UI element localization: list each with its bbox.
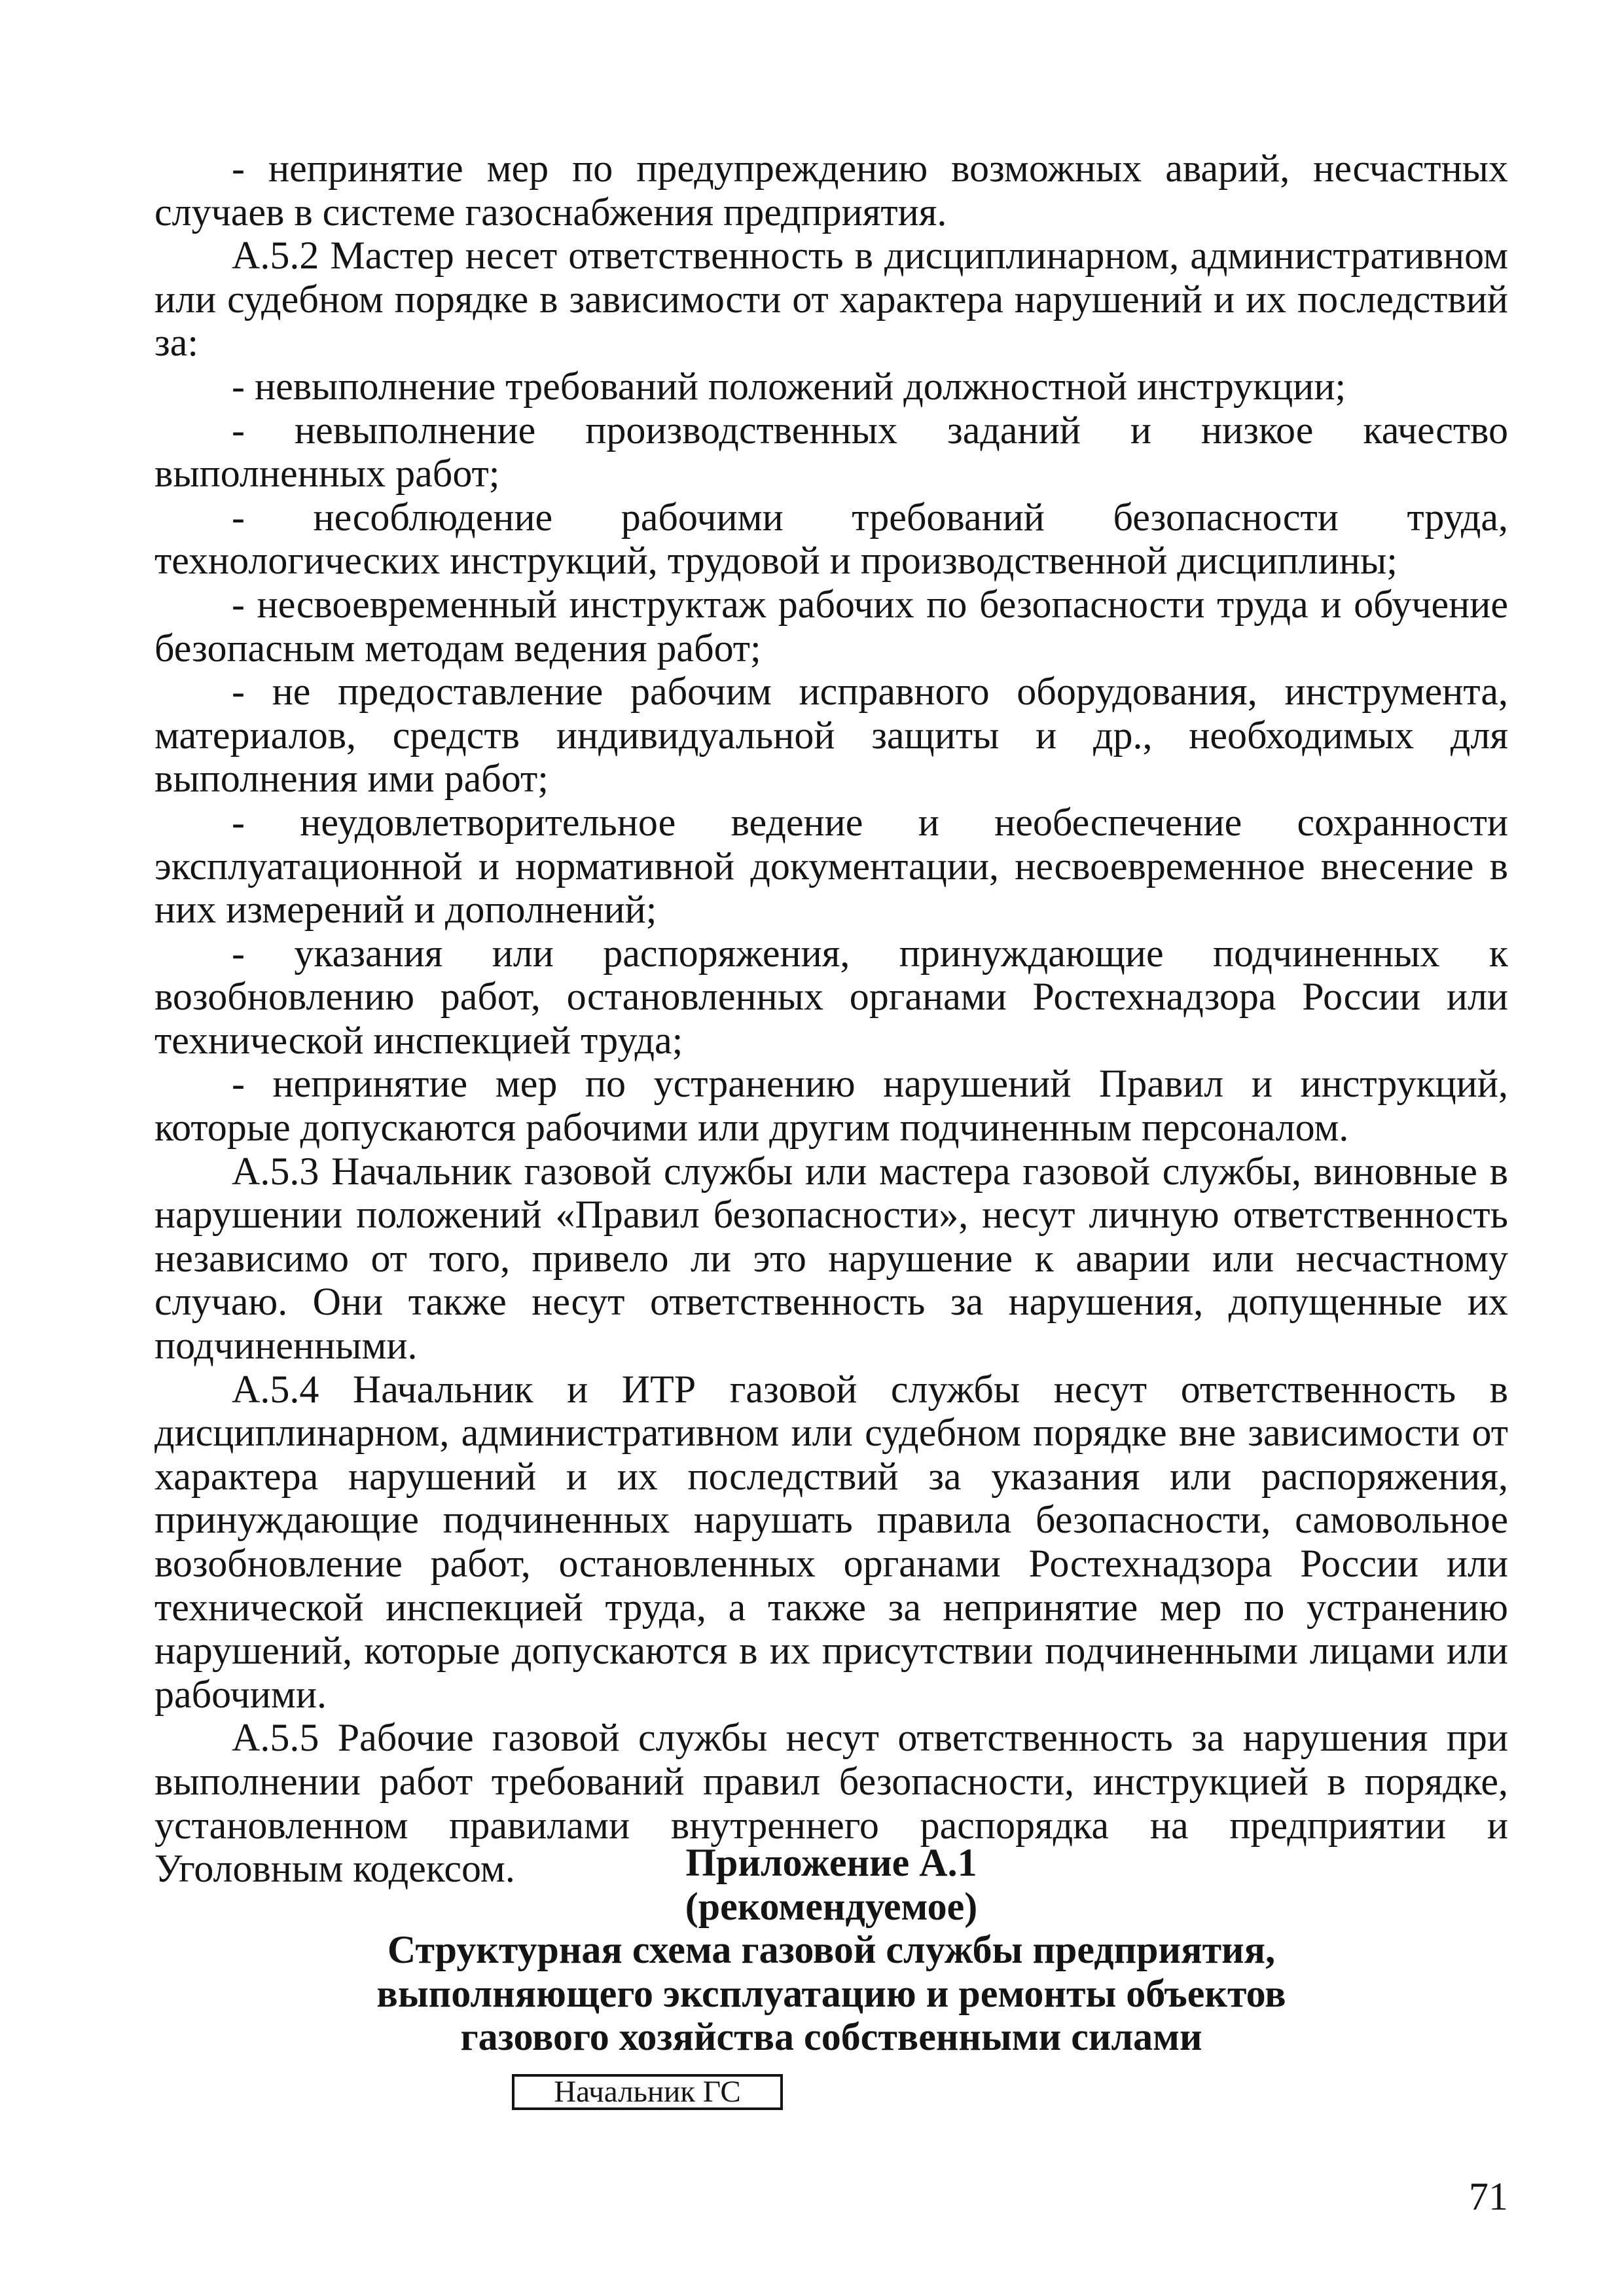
appendix-heading-line: газового хозяйства собственными силами (460, 2015, 1202, 2059)
page-number: 71 (1469, 2175, 1508, 2218)
appendix-subtitle: (рекомендуемое) (685, 1884, 978, 1928)
paragraph: А.5.5 Рабочие газовой службы несут ответственность за нарушения при выполнении работ требований правил безопасности, инструкцией в порядке, установленном правилами внутреннего распорядка на предприятии и Уголовным кодексом. (154, 1716, 1508, 1891)
appendix-heading (154, 1841, 1508, 2059)
paragraph: - невыполнение производственных заданий и низкое качество выполненных работ; (154, 408, 1508, 496)
paragraph: - несвоевременный инструктаж рабочих по безопасности труда и обучение безопасным методам ведения работ; (154, 582, 1508, 670)
appendix-title: Приложение А.1 (685, 1841, 977, 1884)
paragraph: - указания или распоряжения, принуждающие подчиненных к возобновлению работ, остановленных органами Ростехнадзора России или технической инспекцией труда; (154, 931, 1508, 1062)
paragraph: - невыполнение требований положений должностной инструкции; (232, 364, 1346, 408)
org-chart-top-box: Начальник ГС (512, 2074, 783, 2110)
appendix-heading-line: выполняющего эксплуатацию и ремонты объектов (376, 1971, 1286, 2015)
paragraph: А.5.3 Начальник газовой службы или мастера газовой службы, виновные в нарушении положений «Правил безопасности», несут личную ответственность независимо от того, привело ли это нарушение к аварии или несчастному случаю. Они также несут ответственность за нарушения, допущенные их подчиненными. (154, 1149, 1508, 1368)
document-body (154, 147, 1508, 1891)
appendix-heading-line: Структурная схема газовой службы предприятия, (387, 1928, 1276, 1972)
paragraph: А.5.4 Начальник и ИТР газовой службы несут ответственность в дисциплинарном, административном или судебном порядке вне зависимости от характера нарушений и их последствий за указания или распоряжения, принуждающие подчиненных нарушать правила безопасности, самовольное возобновление работ, остановленных органами Ростехнадзора России или технической инспекцией труда, а также за непринятие мер по устранению нарушений, которые допускаются в их присутствии подчиненными лицами или рабочими. (154, 1367, 1508, 1716)
paragraph: - несоблюдение рабочими требований безопасности труда, технологических инструкций, трудовой и производственной дисциплины; (154, 495, 1508, 583)
paragraph: - непринятие мер по предупреждению возможных аварий, несчастных случаев в системе газоснабжения предприятия. (154, 147, 1508, 234)
paragraph: - не предоставление рабочим исправного оборудования, инструмента, материалов, средств индивидуальной защиты и др., необходимых для выполнения ими работ; (154, 670, 1508, 801)
paragraph: А.5.2 Мастер несет ответственность в дисциплинарном, административном или судебном порядке в зависимости от характера нарушений и их последствий за: (154, 234, 1508, 365)
paragraph: - неудовлетворительное ведение и необеспечение сохранности эксплуатационной и нормативной документации, несвоевременное внесение в них измерений и дополнений; (154, 800, 1508, 932)
paragraph: - непринятие мер по устранению нарушений Правил и инструкций, которые допускаются рабочими или другим подчиненным персоналом. (154, 1062, 1508, 1150)
